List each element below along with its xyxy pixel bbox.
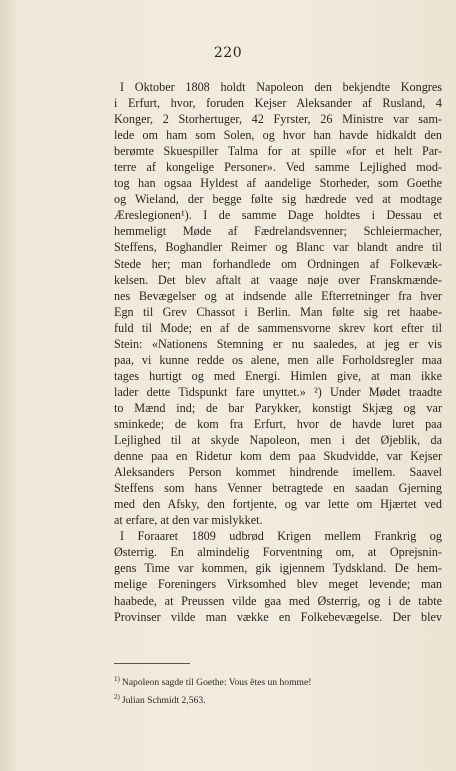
text-line: to Mænd ind; de bar Parykker, konstigt Skjæg og var	[114, 400, 442, 415]
page-number: 220	[213, 45, 243, 61]
text-line: Provinser vilde man vække en Folkebevægelse. Der blev	[114, 609, 442, 624]
footnote-marker: 2)	[114, 693, 120, 702]
text-line: Lejlighed til at skyde Napoleon, men i det Øjeblik, da	[114, 433, 442, 448]
text-line: tog han ogsaa Hyldest af aandelige Storheder, som Goethe	[114, 176, 442, 191]
footnotes	[114, 672, 442, 708]
text-line: fuld til Mode; en af de sammensvorne skrev kort efter til	[114, 320, 442, 335]
footnote	[114, 672, 442, 690]
text-line: nes Bevægelser og at indsende alle Efterretninger fra hver	[114, 288, 442, 303]
footnote-text: Napoleon sagde til Goethe: Vous êtes un homme!	[121, 677, 312, 689]
text-line: Aleksanders Person kommet hindrende imellem. Saavel	[114, 465, 442, 480]
text-line: Steffens, Boghandler Reimer og Blanc var blandt andre til	[114, 240, 442, 255]
text-line: haabede, at Preussen vilde gaa med Østerrig, og i de tabte	[114, 593, 442, 608]
text-line: I Foraaret 1809 udbrød Krigen mellem Frankrig og	[120, 529, 442, 544]
text-line: Stein: «Nationens Stemning er nu saaledes, at jeg er vis	[114, 336, 442, 351]
text-line: terre af kongelige Personer». Ved samme Lejlighed mod-	[114, 160, 442, 175]
text-line: i Erfurt, hvor, foruden Kejser Aleksander af Rusland, 4	[114, 96, 442, 111]
text-line: kelsen. Det blev aftalt at vaage nøje over Franskmænde-	[114, 272, 442, 287]
footnote-text: Julian Schmidt 2,563.	[121, 695, 206, 707]
text-line: Konger, 2 Storhertuger, 42 Fyrster, 26 Ministre var sam-	[114, 112, 442, 127]
text-line: I Oktober 1808 holdt Napoleon den bekjendte Kongres	[120, 80, 442, 94]
footnote	[114, 690, 442, 708]
text-line: tages hurtigt og med Energi. Himlen give, at man ikke	[114, 368, 442, 383]
text-line: paa, vi kunne redde os alene, men alle Forholdsregler maa	[114, 352, 442, 367]
text-line: sminkede; de kom fra Erfurt, hvor de havde luret paa	[114, 416, 442, 431]
text-line: lede om ham som Solen, og hvor han havde hidkaldt den	[114, 128, 442, 143]
footnote-marker: 1)	[114, 675, 120, 683]
text-line: berømte Skuespiller Talma for at spille «for et helt Par-	[114, 144, 442, 159]
text-line: og Wieland, der begge følte sig hædrede ved at modtage	[114, 192, 442, 207]
text-line: denne paa en Ridetur kom dem paa Skudvidde, var Kejser	[114, 449, 442, 464]
text-line: hemmeligt Møde af Fædrelandsvenner; Schleiermacher,	[114, 224, 442, 239]
text-line: gens Time var kommen, gik igjennem Tydskland. De hem-	[114, 561, 442, 576]
text-line: melige Foreningers Virksomhed blev meget levende; man	[114, 577, 442, 592]
footnote-divider	[114, 663, 190, 664]
text-line: lader dette Tidspunkt fare unyttet.» ²) Under Mødet traadte	[114, 384, 442, 399]
text-line: Steffens som hans Venner betragtede en saadan Gjerning	[114, 481, 442, 496]
text-line: med den Afsky, den fortjente, og var lette om Hjærtet ved	[114, 497, 442, 512]
text-line: at erfare, at den var mislykket.	[114, 513, 263, 528]
text-line: Østerrig. En almindelig Forventning om, at Oprejsnin-	[114, 545, 442, 560]
body-text	[114, 79, 442, 625]
text-line: Stede her; man forhandlede om Ordningen af Folkevæk-	[114, 256, 442, 271]
text-line: Æreslegionen¹). I de samme Dage holdtes i Dessau et	[114, 208, 442, 223]
text-line: Egn til Grev Chassot i Berlin. Man følte sig ret haabe-	[114, 304, 442, 319]
